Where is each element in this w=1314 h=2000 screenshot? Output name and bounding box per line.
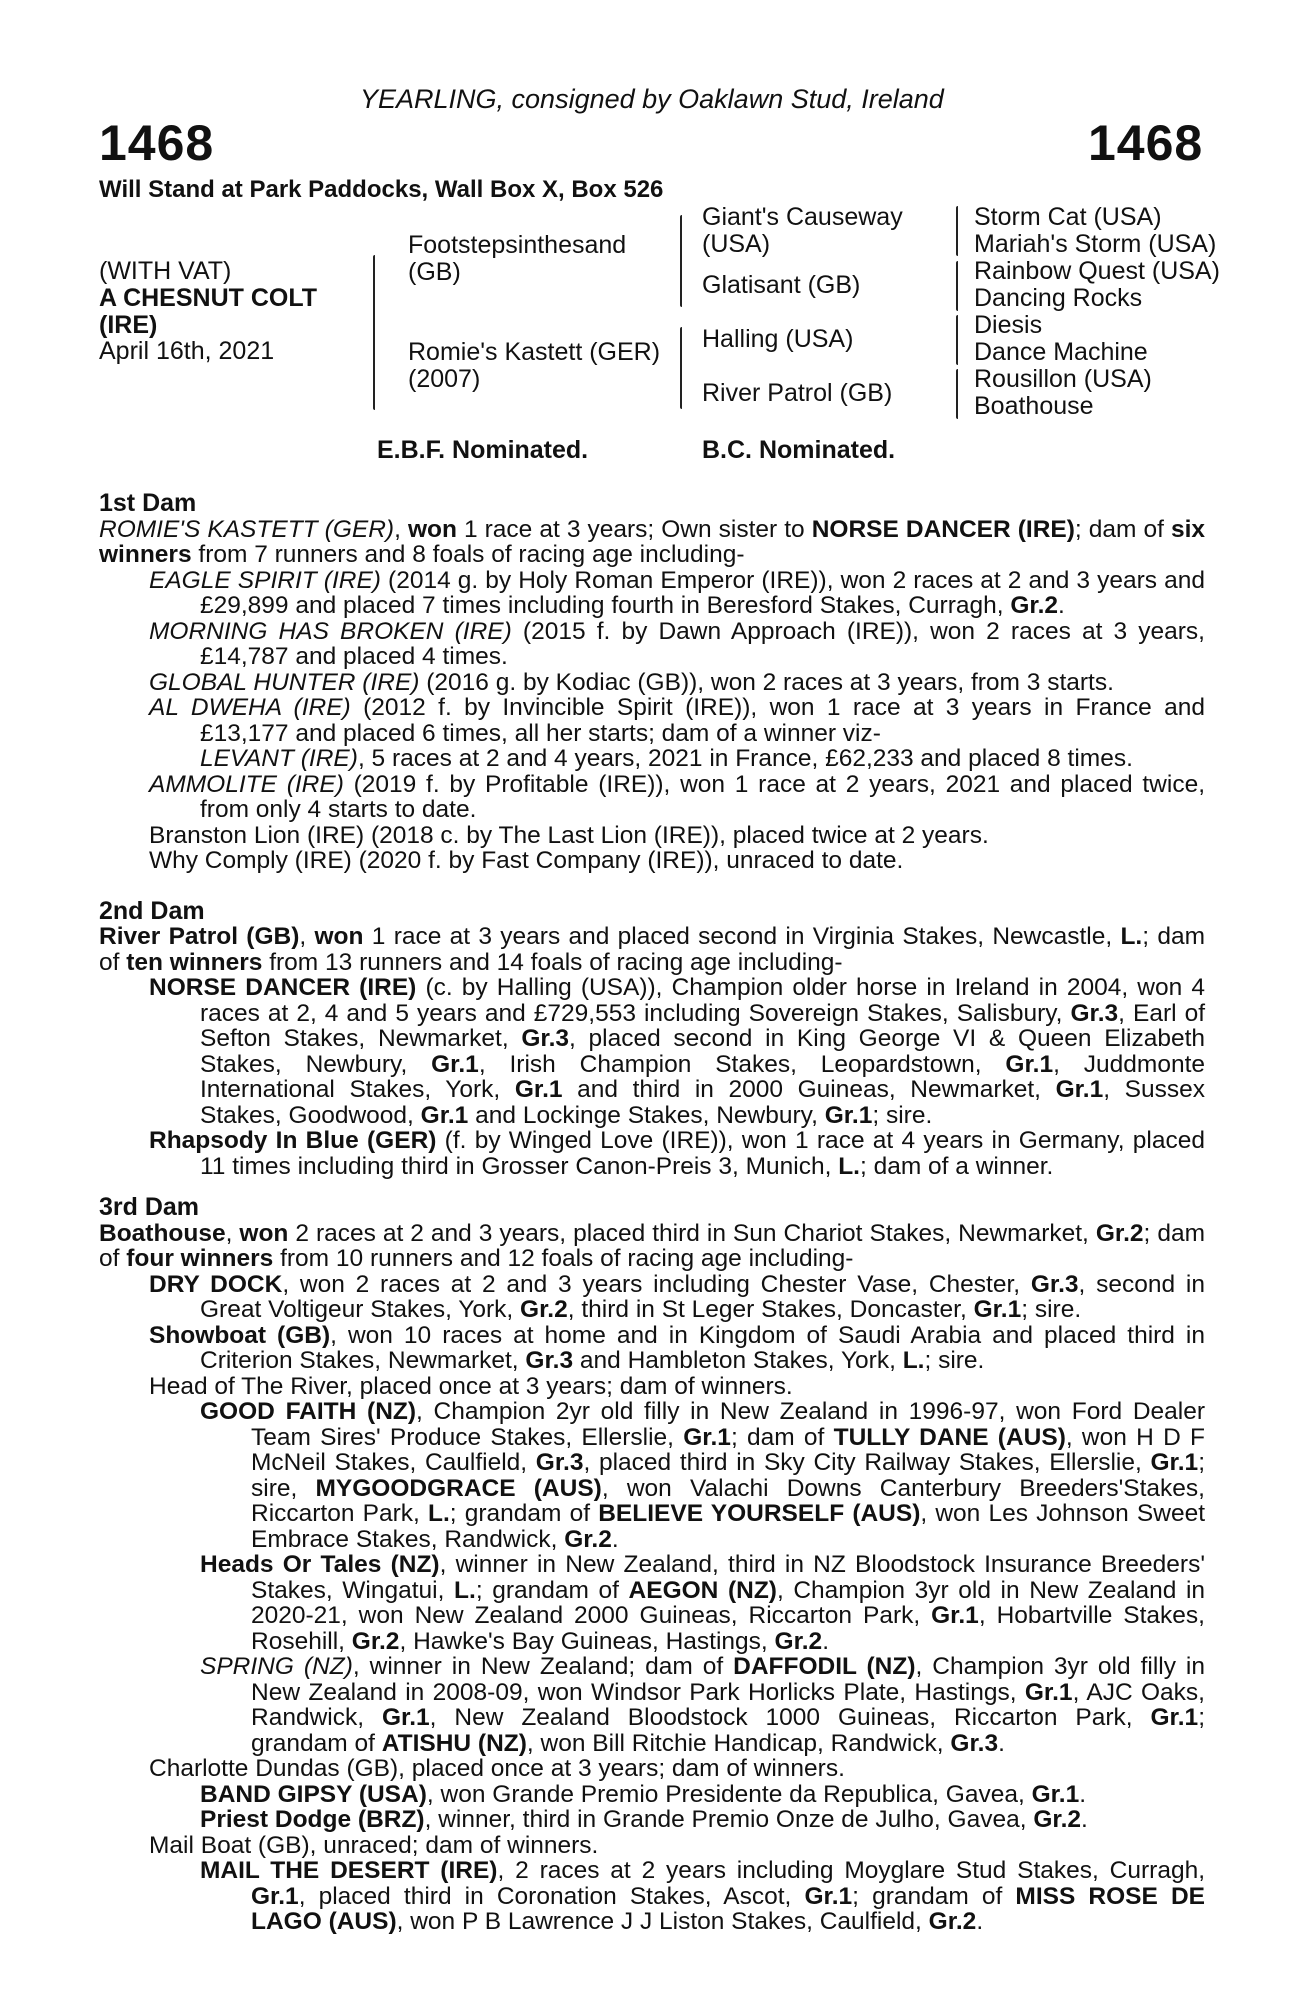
list-item: MAIL THE DESERT (IRE), 2 races at 2 years including Moyglare Stud Stakes, Curragh, Gr.1, placed third in Coronation Stakes, Ascot, Gr.1; grandam of MISS ROSE DE LAGO (AUS), won P B Lawrence J J Liston Stakes, Caulfield, Gr.2. — [200, 1857, 1206, 1935]
list-item: LEVANT (IRE), 5 races at 2 and 4 years, 2021 in France, £62,233 and placed 8 times. — [200, 745, 1133, 772]
dam-sire: Halling (USA) — [702, 325, 854, 353]
sire-sire-country: (USA) — [702, 230, 771, 258]
sire: Footstepsinthesand — [408, 231, 627, 259]
second-dam-summary: River Patrol (GB), won 1 race at 3 years and placed second in Virginia Stakes, Newcastle, L.; dam of ten winners from 13 runners and 14 foals of racing age including- — [99, 923, 1205, 976]
sire-sire: Giant's Causeway — [702, 203, 903, 231]
gen3-brace-3 — [956, 315, 958, 365]
produce-record — [99, 485, 1205, 1935]
gen3-brace-4 — [956, 369, 958, 419]
dam-parents-brace — [680, 327, 682, 409]
sire-dam-sire: Rainbow Quest (USA) — [974, 257, 1220, 285]
list-item: Charlotte Dundas (GB), placed once at 3 years; dam of winners. — [149, 1755, 845, 1782]
dam-dam-dam: Boathouse — [974, 392, 1094, 420]
list-item: Rhapsody In Blue (GER) (f. by Winged Love (IRE)), won 1 race at 4 years in Germany, placed 11 times including third in Grosser Canon-Preis 3, Munich, L.; dam of a winner. — [149, 1127, 1205, 1180]
gen3-brace-1 — [956, 206, 958, 256]
list-item: AL DWEHA (IRE) (2012 f. by Invincible Spirit (IRE)), won 1 race at 3 years in France and £13,177 and placed 6 times, all her starts; dam of a winner viz- — [149, 694, 1205, 747]
lot-number-right: 1468 — [1088, 115, 1204, 171]
dam-sire-sire: Diesis — [974, 311, 1043, 339]
list-item: SPRING (NZ), winner in New Zealand; dam of DAFFODIL (NZ), Champion 3yr old filly in New Zealand in 2008-09, won Windsor Park Horlicks Plate, Hastings, Gr.1, AJC Oaks, Randwick, Gr.1, New Zealand Bloodstock 1000 Guineas, Riccarton Park, Gr.1; grandam of ATISHU (NZ), won Bill Ritchie Handicap, Randwick, Gr.3. — [200, 1653, 1205, 1757]
list-item: Why Comply (IRE) (2020 f. by Fast Company (IRE)), unraced to date. — [149, 847, 904, 874]
vat-note: (WITH VAT) — [99, 257, 232, 285]
third-dam-summary: Boathouse, won 2 races at 2 and 3 years, placed third in Sun Chariot Stakes, Newmarket, Gr.2; dam of four winners from 10 runners and 12 foals of racing age including- — [99, 1219, 1205, 1272]
ebf-nomination: E.B.F. Nominated. — [377, 436, 589, 464]
dam-year: (2007) — [408, 365, 481, 393]
dam-dam-sire: Rousillon (USA) — [974, 365, 1152, 393]
sire-sire-dam: Mariah's Storm (USA) — [974, 230, 1217, 258]
list-item: NORSE DANCER (IRE) (c. by Halling (USA)), Champion older horse in Ireland in 2004, won 4 races at 2, 4 and 5 years and £729,553 including Sovereign Stakes, Salisbury, Gr.3, Earl of Sefton Stakes, Newmarket, Gr.3, placed second in King George VI & Queen Elizabeth Stakes, Newbury, Gr.1, Irish Champion Stakes, Leopardstown, Gr.1, Juddmonte International Stakes, York, Gr.1 and third in 2000 Guineas, Newmarket, Gr.1, Sussex Stakes, Goodwood, Gr.1 and Lockinge Stakes, Newbury, Gr.1; sire. — [149, 974, 1205, 1129]
list-item: Heads Or Tales (NZ), winner in New Zealand, third in NZ Bloodstock Insurance Breeders' Stakes, Wingatui, L.; grandam of AEGON (NZ), Champion 3yr old in New Zealand in 2020-21, won New Zealand 2000 Guineas, Riccarton Park, Gr.1, Hobartville Stakes, Rosehill, Gr.2, Hawke's Bay Guineas, Hastings, Gr.2. — [200, 1551, 1206, 1655]
list-item: Head of The River, placed once at 3 years; dam of winners. — [149, 1372, 793, 1400]
list-item: GLOBAL HUNTER (IRE) (2016 g. by Kodiac (GB)), won 2 races at 3 years, from 3 starts. — [149, 668, 1114, 696]
list-item: EAGLE SPIRIT (IRE) (2014 g. by Holy Roman Emperor (IRE)), won 2 races at 2 and 3 years and £29,899 and placed 7 times including fourth in Beresford Stakes, Curragh, Gr.2. — [149, 566, 1205, 619]
list-item: Priest Dodge (BRZ), winner, third in Grande Premio Onze de Julho, Gavea, Gr.2. — [200, 1806, 1088, 1833]
list-item: Mail Boat (GB), unraced; dam of winners. — [149, 1831, 599, 1859]
catalogue-heading: YEARLING, consigned by Oaklawn Stud, Ireland — [360, 84, 944, 114]
stand-location: Will Stand at Park Paddocks, Wall Box X, Box 526 — [99, 176, 664, 203]
sire-dam-dam: Dancing Rocks — [974, 284, 1143, 312]
third-dam-heading: 3rd Dam — [99, 1193, 200, 1221]
gen3-brace-2 — [956, 261, 958, 311]
dam-sire-dam: Dance Machine — [974, 338, 1148, 366]
lot-number-left: 1468 — [99, 115, 215, 171]
list-item: Showboat (GB), won 10 races at home and in Kingdom of Saudi Arabia and placed third in Criterion Stakes, Newmarket, Gr.3 and Hambleton Stakes, York, L.; sire. — [149, 1321, 1206, 1374]
sire-dam: Glatisant (GB) — [702, 271, 861, 299]
list-item: BAND GIPSY (USA), won Grande Premio Presidente da Republica, Gavea, Gr.1. — [200, 1780, 1087, 1808]
sire-parents-brace — [680, 215, 682, 307]
second-dam-heading: 2nd Dam — [99, 896, 205, 925]
first-dam-summary: ROMIE'S KASTETT (GER), won 1 race at 3 years; Own sister to NORSE DANCER (IRE); dam of six winners from 7 runners and 8 foals of racing age including- — [99, 515, 1205, 568]
first-dam-heading: 1st Dam — [99, 489, 197, 517]
lot-name-country: (IRE) — [99, 311, 158, 339]
list-item: GOOD FAITH (NZ), Champion 2yr old filly in New Zealand in 1996-97, won Ford Dealer Team Sires' Produce Stakes, Ellerslie, Gr.1; dam of TULLY DANE (AUS), won H D F McNeil Stakes, Caulfield, Gr.3, placed third in Sky City Railway Stakes, Ellerslie, Gr.1; sire, MYGOODGRACE (AUS), won Valachi Downs Canterbury Breeders'Stakes, Riccarton Park, L.; grandam of BELIEVE YOURSELF (AUS), won Les Johnson Sweet Embrace Stakes, Randwick, Gr.2. — [200, 1398, 1206, 1553]
foaling-date: April 16th, 2021 — [99, 337, 275, 365]
list-item: Branston Lion (IRE) (2018 c. by The Last Lion (IRE)), placed twice at 2 years. — [149, 821, 989, 849]
list-item: MORNING HAS BROKEN (IRE) (2015 f. by Dawn Approach (IRE)), won 2 races at 3 years, £14,787 and placed 4 times. — [149, 617, 1205, 670]
list-item: AMMOLITE (IRE) (2019 f. by Profitable (IRE)), won 1 race at 2 years, 2021 and placed twice, from only 4 starts to date. — [149, 770, 1205, 823]
dam: Romie's Kastett (GER) — [408, 338, 661, 366]
lot-name: A CHESNUT COLT — [99, 284, 318, 312]
sire-country: (GB) — [408, 258, 461, 286]
bc-nomination: B.C. Nominated. — [702, 436, 896, 464]
sire-sire-sire: Storm Cat (USA) — [974, 203, 1162, 231]
sire-dam-brace — [373, 255, 375, 410]
dam-dam: River Patrol (GB) — [702, 379, 893, 407]
list-item: DRY DOCK, won 2 races at 2 and 3 years including Chester Vase, Chester, Gr.3, second in Great Voltigeur Stakes, York, Gr.2, third in St Leger Stakes, Doncaster, Gr.1; sire. — [149, 1270, 1205, 1323]
